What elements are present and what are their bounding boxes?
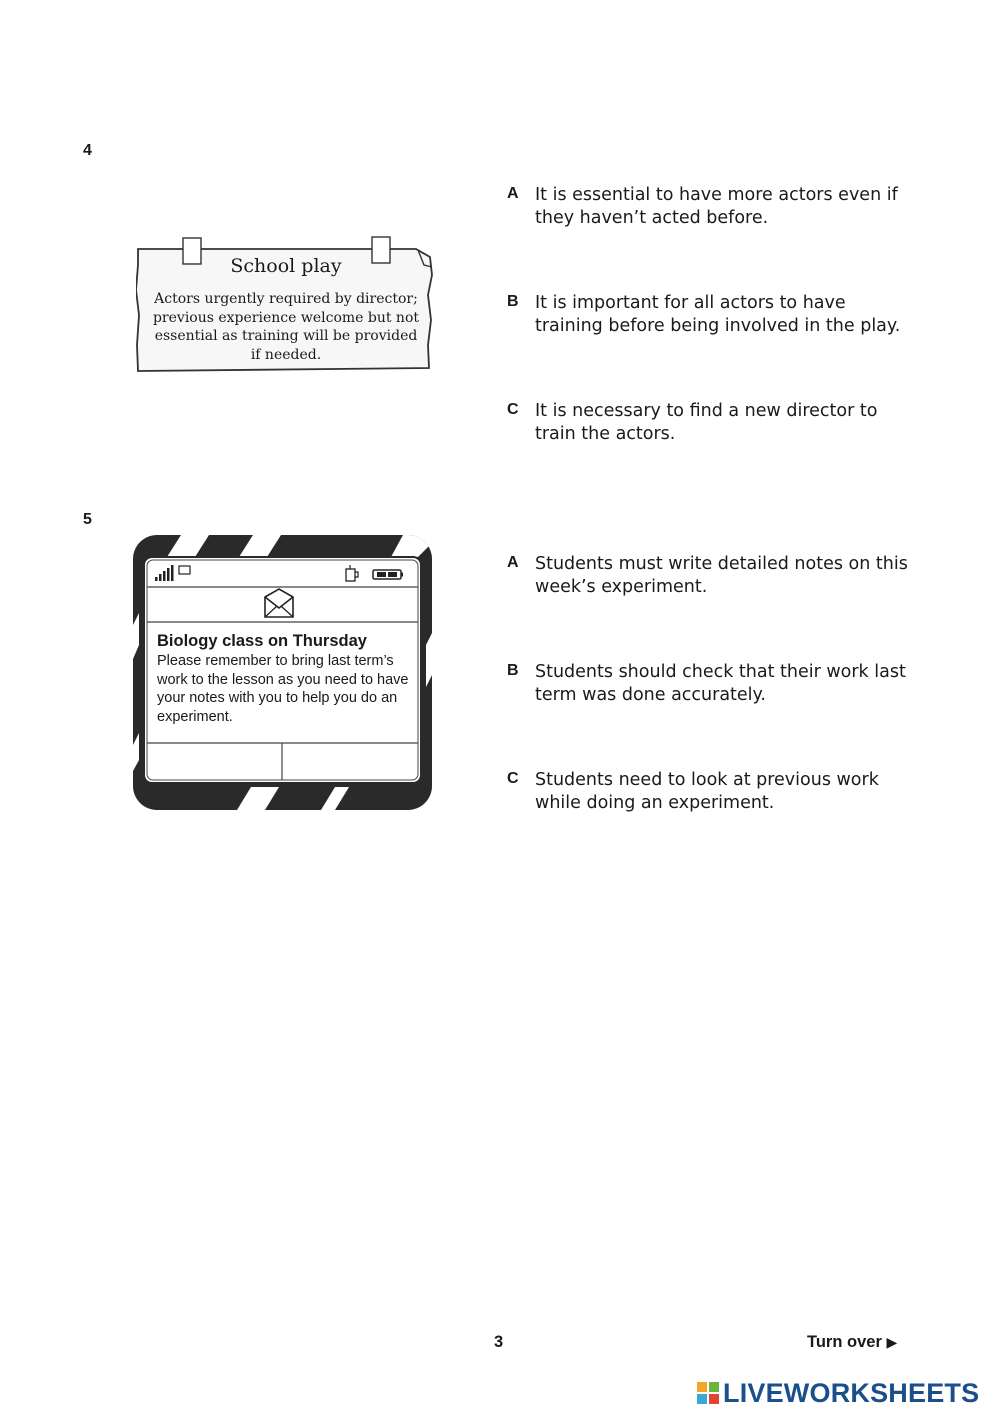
option-letter: B bbox=[507, 293, 519, 310]
message-body: Please remember to bring last term’s work to the lesson as you need to have your notes with you to help you do an experiment. bbox=[157, 653, 409, 725]
liveworksheets-logo[interactable] bbox=[697, 1378, 979, 1409]
turn-over-label bbox=[807, 1333, 897, 1352]
option-text: Students should check that their work last term was done accurately. bbox=[535, 662, 906, 705]
question-5-option-b[interactable] bbox=[507, 661, 927, 707]
question-number-5: 5 bbox=[83, 511, 92, 528]
question-number-4: 4 bbox=[83, 142, 92, 159]
option-letter: A bbox=[507, 554, 519, 571]
option-letter: B bbox=[507, 662, 519, 679]
question-4-option-b[interactable] bbox=[507, 292, 927, 338]
notice-title: School play bbox=[230, 255, 342, 277]
option-letter: C bbox=[507, 401, 519, 418]
play-triangle-icon: ▶ bbox=[886, 1334, 898, 1350]
brand-mark-icon bbox=[697, 1380, 721, 1408]
option-letter: C bbox=[507, 770, 519, 787]
question-5-option-c[interactable] bbox=[507, 769, 927, 815]
school-play-notice bbox=[136, 235, 432, 371]
brand-name: LIVEWORKSHEETS bbox=[723, 1378, 980, 1408]
option-text: It is important for all actors to have training before being involved in the play. bbox=[535, 293, 901, 336]
notice-body: Actors urgently required by director; previous experience welcome but not essential as training will be provided if needed. bbox=[152, 291, 420, 363]
question-4-option-a[interactable] bbox=[507, 184, 927, 230]
option-letter: A bbox=[507, 185, 519, 202]
option-text: Students need to look at previous work while doing an experiment. bbox=[535, 770, 879, 813]
option-text: It is necessary to find a new director to train the actors. bbox=[535, 401, 878, 444]
turn-over-text: Turn over bbox=[807, 1333, 882, 1351]
message-title: Biology class on Thursday bbox=[157, 632, 367, 650]
option-text: Students must write detailed notes on this week’s experiment. bbox=[535, 554, 908, 597]
option-text: It is essential to have more actors even if they haven’t acted before. bbox=[535, 185, 898, 228]
page-number: 3 bbox=[494, 1333, 504, 1351]
question-4-option-c[interactable] bbox=[507, 400, 927, 446]
question-5-option-a[interactable] bbox=[507, 553, 927, 599]
